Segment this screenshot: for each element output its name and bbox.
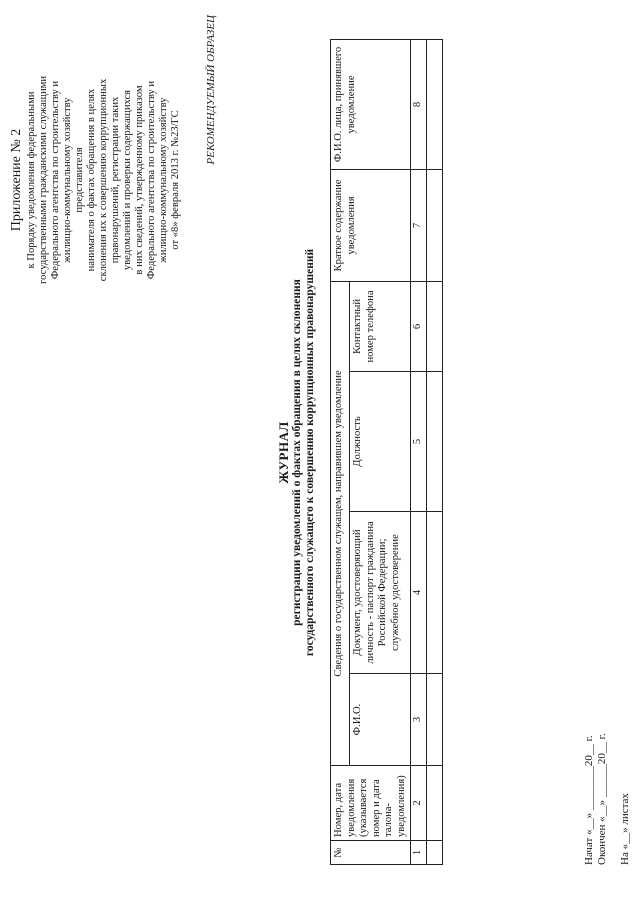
appendix-line: от «8» февраля 2013 г. №23/ГС [170, 110, 181, 250]
header-phone: Контактный номер телефона [350, 281, 411, 371]
empty-cell [426, 169, 442, 281]
appendix-heading: Приложение № 2 [9, 128, 24, 232]
appendix-line: уведомлений и проверки содержащихся [122, 89, 133, 271]
appendix-line: склонения их к совершению коррупционных [98, 78, 109, 282]
title-line-2: государственного служащего к совершению коррупционных правонарушений [304, 248, 316, 657]
empty-cell [426, 841, 442, 865]
empty-cell [426, 674, 442, 766]
header-row [331, 39, 350, 864]
journal-title [276, 0, 317, 905]
appendix-block [8, 45, 182, 315]
column-number: 4 [411, 512, 427, 674]
column-number: 6 [411, 281, 427, 371]
appendix-line: Федерального агентства по строительству и [50, 80, 61, 280]
column-number: 1 [411, 841, 427, 865]
appendix-line: жилищно-коммунальному хозяйству [158, 97, 169, 263]
header-fio: Ф.И.О. [350, 674, 411, 766]
empty-cell [426, 39, 442, 169]
sample-label: РЕКОМЕНДУЕМЫЙ ОБРАЗЕЦ [205, 15, 217, 165]
header-summary: Краткое содержание уведомления [331, 169, 411, 281]
started-line: Начат «__» ________20__ г. [583, 735, 595, 865]
finished-line: Окончен «__» ______20__ г. [596, 733, 608, 865]
column-number: 5 [411, 372, 427, 512]
journal-footer [583, 733, 632, 865]
appendix-line: нанимателя о фактах обращения в целях [86, 88, 97, 272]
table-row [426, 39, 442, 864]
appendix-line: жилищно-коммунальному хозяйству [62, 97, 73, 263]
journal-table [330, 39, 443, 865]
sheets-line: На «__» листах [619, 793, 631, 865]
title-line-1: регистрации уведомлений о фактах обращения в целях склонения [291, 279, 303, 626]
empty-cell [426, 281, 442, 371]
column-number: 2 [411, 766, 427, 841]
header-info-group: Сведения о государственном служащем, направившем уведомление [331, 281, 350, 765]
header-document: Документ, удостоверяющий личность - паспорт гражданина Российской Федерации; служебное удостоверение [350, 512, 411, 674]
header-no: № [331, 841, 411, 865]
title-main: ЖУРНАЛ [276, 421, 291, 484]
empty-cell [426, 766, 442, 841]
column-number: 8 [411, 39, 427, 169]
appendix-line: государственными гражданскими служащими [38, 76, 49, 285]
column-number-row [411, 39, 427, 864]
appendix-line: представителя [74, 147, 85, 213]
column-number: 3 [411, 674, 427, 766]
appendix-line: в них сведений, утвержденному приказом [134, 85, 145, 275]
appendix-line: правонарушений, регистрации таких [110, 96, 121, 264]
empty-cell [426, 512, 442, 674]
header-position: Должность [350, 372, 411, 512]
empty-cell [426, 372, 442, 512]
column-number: 7 [411, 169, 427, 281]
header-number-date: Номер, дата уведомления (указывается номер и дата талона-уведомления) [331, 766, 411, 841]
header-receiver: Ф.И.О. лица, принявшего уведомление [331, 39, 411, 169]
appendix-line: к Порядку уведомления федеральными [26, 91, 37, 269]
appendix-line: Федерального агентства по строительству и [146, 80, 157, 280]
